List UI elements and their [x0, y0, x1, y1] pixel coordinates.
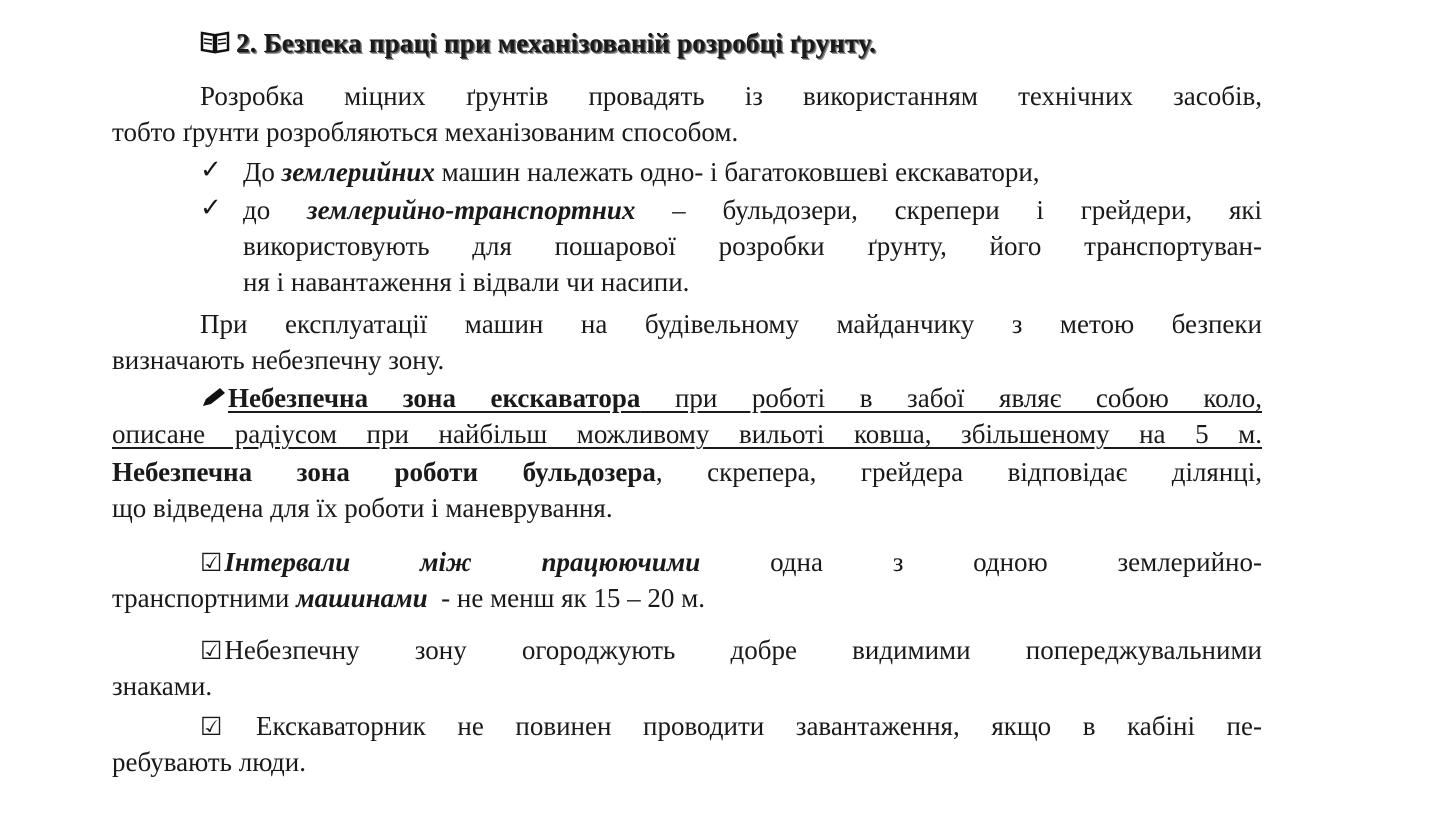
list-item-1-pre: До: [243, 157, 282, 187]
list-item-2-line-3: ня і навантаження і відвали чи насипи.: [243, 267, 690, 297]
paragraph-3-rest-3: , скрепера, грейдера відповідає ділянці,: [655, 457, 1262, 487]
checkbox-icon: ☑: [200, 550, 223, 577]
open-book-icon: [200, 28, 230, 59]
paragraph-3-line-3: [112, 454, 1262, 490]
paragraph-1-line-1: Розробка міцних ґрунтів провадять із використанням технічних засобів,: [200, 81, 1262, 111]
paragraph-5-text-1: Небезпечну зону огороджують добре видимими попереджувальними: [224, 635, 1262, 665]
paragraph-6-text-1: Екскаваторник не повинен проводити завантаження, якщо в кабіні пе-: [224, 711, 1262, 741]
paragraph-3-line-1: [200, 380, 1262, 418]
list-item-1-emph: землерийних: [281, 157, 435, 187]
list-item-2-post: – бульдозери, скрепери і грейдери, які: [635, 195, 1262, 225]
list-item-1: [243, 154, 1040, 190]
paragraph-4-rest-1: одна з одною землерийно-: [700, 547, 1262, 577]
list-item-2-line-1: [243, 192, 1262, 228]
list-item-2-line-2: використовують для пошарової розробки ґрунту, його транспортуван-: [243, 231, 1262, 261]
machines-term: машинами: [296, 583, 428, 613]
list-item-1-post: машин належать одно- і багатоковшеві екскаватори,: [434, 157, 1040, 187]
paragraph-4-line-1: [200, 544, 1262, 582]
paragraph-6-line-1: [200, 708, 1262, 746]
paragraph-3-line-4: що відведена для їх роботи і маневрування.: [112, 493, 613, 523]
paragraph-4-pre-2: транспортними: [112, 583, 297, 613]
paragraph-6-line-2: ребувають люди.: [112, 747, 306, 777]
checkbox-icon: ☑: [200, 638, 223, 665]
check-icon: ✓: [200, 193, 222, 222]
paragraph-1-line-2: тобто ґрунти розробляються механізованим способом.: [112, 117, 739, 147]
pencil-icon: [200, 382, 226, 418]
paragraph-4-line-2: [112, 580, 705, 616]
checkbox-icon: ☑: [200, 714, 223, 741]
paragraph-3-rest-1: при роботі в забої являє собою коло,: [640, 383, 1262, 413]
list-item-2-emph: землерийно-транспортних: [307, 195, 636, 225]
paragraph-5-line-1: [200, 632, 1262, 670]
intervals-term: Інтервали між працюючими: [224, 547, 701, 577]
paragraph-2-line-2: визначають небезпечну зону.: [112, 345, 445, 375]
section-title-text: 2. Безпека праці при механізованій розробці ґрунту.: [236, 28, 876, 58]
paragraph-4-rest-2: - не менш як 15 – 20 м.: [427, 583, 705, 613]
excavator-zone-term: Небезпечна зона екскаватора: [228, 383, 641, 413]
check-icon: ✓: [200, 155, 222, 184]
bulldozer-zone-term: Небезпечна зона роботи бульдозера: [112, 457, 656, 487]
list-item-2-pre: до: [243, 195, 308, 225]
paragraph-2-line-1: При експлуатації машин на будівельному майданчику з метою безпеки: [200, 309, 1262, 339]
paragraph-3-line-2: описане радіусом при найбільш можливому вильоті ковша, збільшеному на 5 м.: [112, 419, 1262, 449]
paragraph-5-line-2: знаками.: [112, 671, 213, 701]
section-title: [200, 28, 876, 59]
